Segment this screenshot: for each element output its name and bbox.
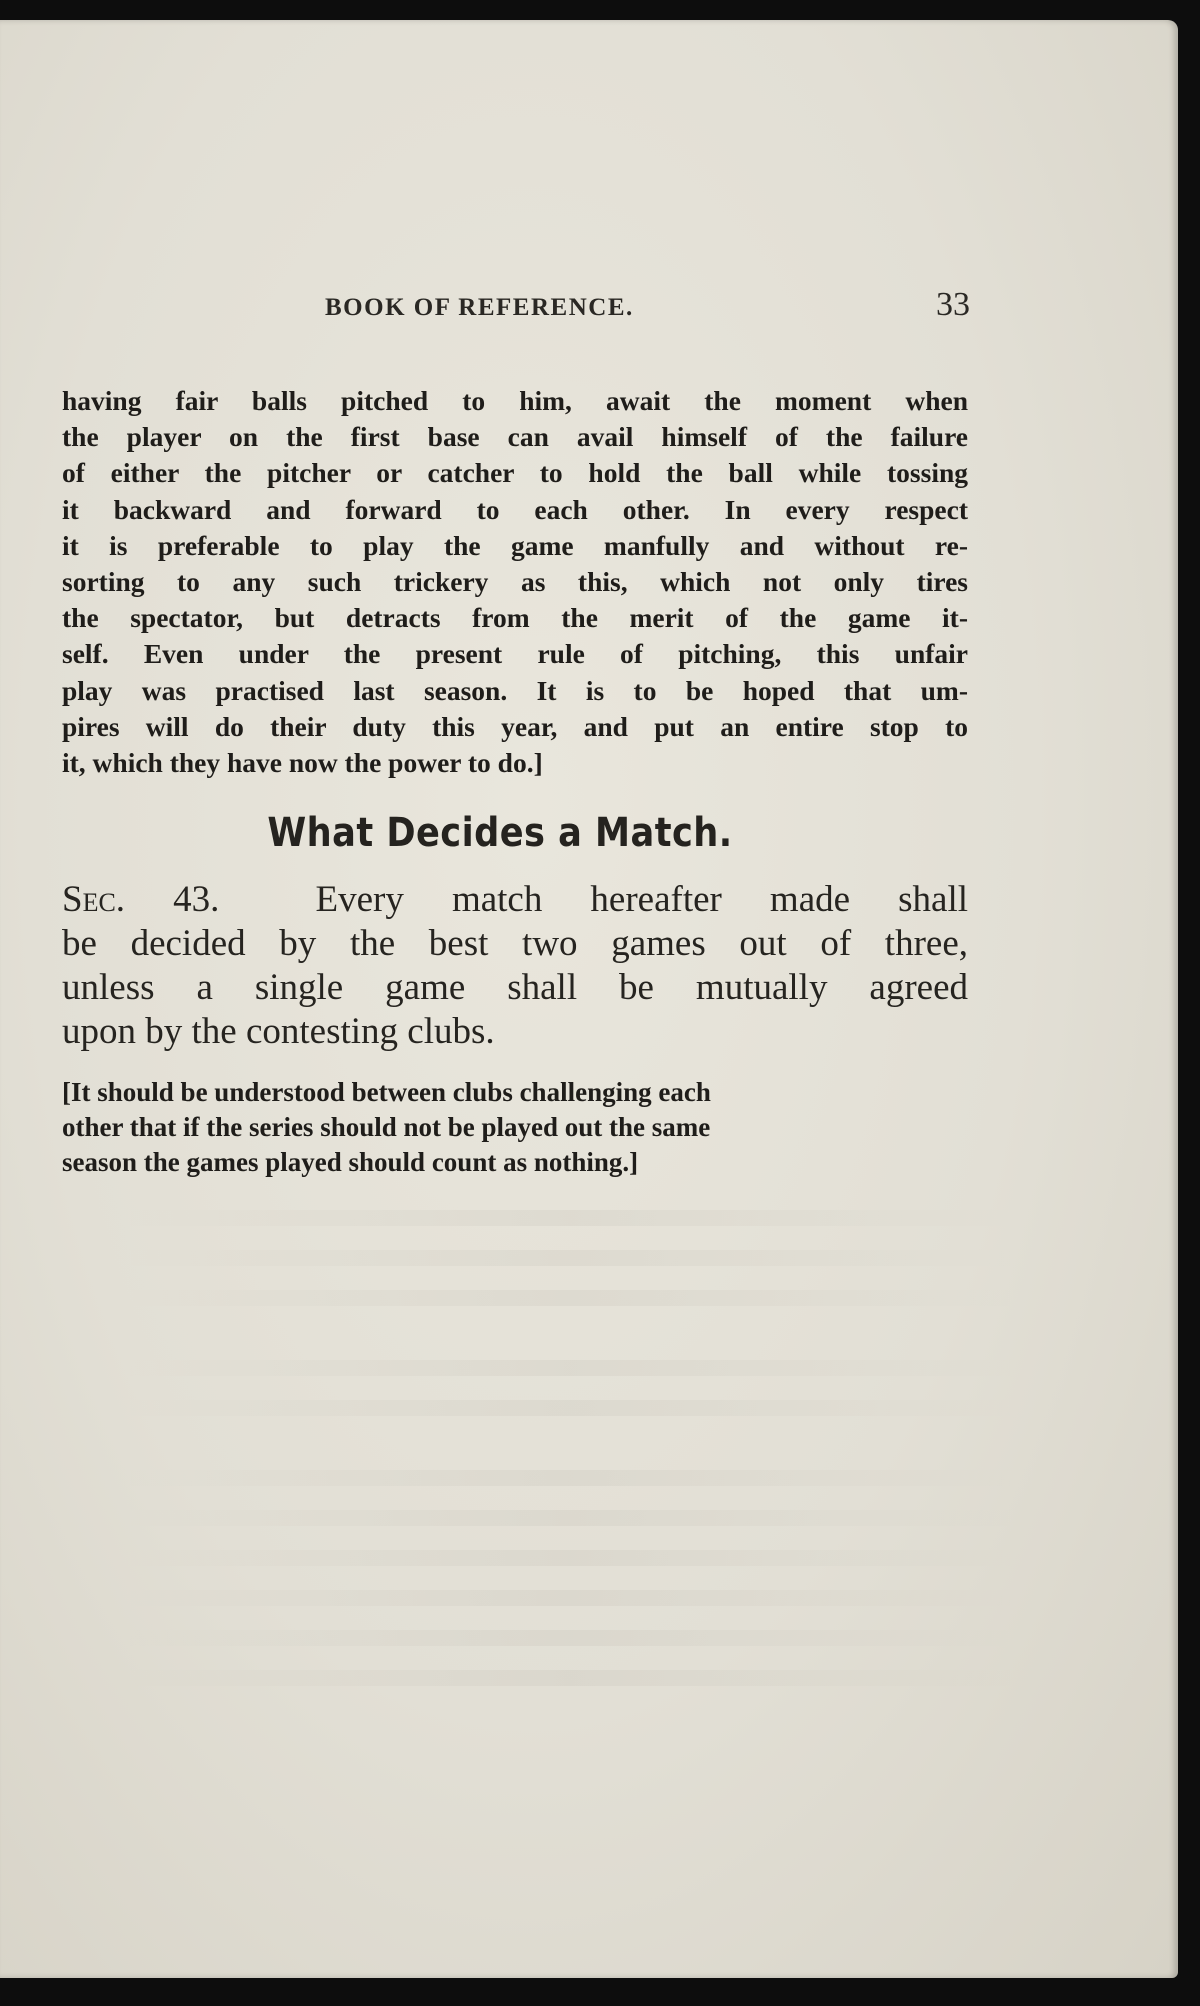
running-head-title: BOOK OF REFERENCE.: [325, 294, 634, 321]
bleed-through-line: [120, 1400, 1020, 1416]
bleed-through-line: [120, 1670, 1020, 1686]
section-first-line: [62, 878, 968, 922]
text-line: sorting to any such trickery as this, which not only tires: [62, 566, 968, 598]
bleed-through-line: [120, 1250, 1020, 1266]
page-number: 33: [936, 286, 970, 323]
page-sheet: [0, 20, 1178, 1978]
text-line: season the games played should count as nothing.]: [62, 1147, 639, 1177]
section-label: Sec. 43.: [62, 879, 220, 920]
section-body: [62, 878, 968, 1054]
bleed-through-line: [120, 1290, 1020, 1306]
text-line: it is preferable to play the game manfully and without re-: [62, 529, 968, 561]
text-line: the player on the first base can avail himself of the failure: [62, 421, 968, 453]
text-line: of either the pitcher or catcher to hold the ball while tossing: [62, 457, 968, 489]
text-line: pires will do their duty this year, and put an entire stop to: [62, 710, 968, 742]
text-line: Every match hereafter made shall: [315, 879, 969, 920]
text-line: [It should be understood between clubs challenging each: [62, 1077, 711, 1107]
text-line: be decided by the best two games out of three,: [62, 923, 968, 964]
text-line: it, which they have now the power to do.]: [62, 747, 543, 779]
paragraph-continued: [62, 383, 968, 781]
text-line: it backward and forward to each other. In every respect: [62, 493, 968, 525]
text-line: having fair balls pitched to him, await the moment when: [62, 385, 968, 416]
running-head: [60, 286, 970, 330]
bleed-through-line: [120, 1210, 1020, 1226]
bleed-through-line: [120, 1630, 1020, 1646]
text-line: the spectator, but detracts from the merit of the game it-: [62, 602, 968, 634]
text-line: unless a single game shall be mutually agreed: [62, 967, 968, 1008]
bleed-through-line: [120, 1550, 1020, 1566]
bleed-through-line: [120, 1470, 1020, 1486]
bracketed-note: [62, 1075, 968, 1180]
text-line: play was practised last season. It is to be hoped that um-: [62, 674, 968, 706]
text-line: other that if the series should not be played out the same: [62, 1112, 711, 1142]
bleed-through-line: [120, 1510, 1020, 1526]
bleed-through-line: [120, 1590, 1020, 1606]
text-line: self. Even under the present rule of pitching, this unfair: [62, 638, 968, 670]
text-line: upon by the contesting clubs.: [62, 1011, 495, 1052]
bleed-through-line: [120, 1360, 1020, 1376]
section-heading: What Decides a Match.: [267, 810, 733, 856]
